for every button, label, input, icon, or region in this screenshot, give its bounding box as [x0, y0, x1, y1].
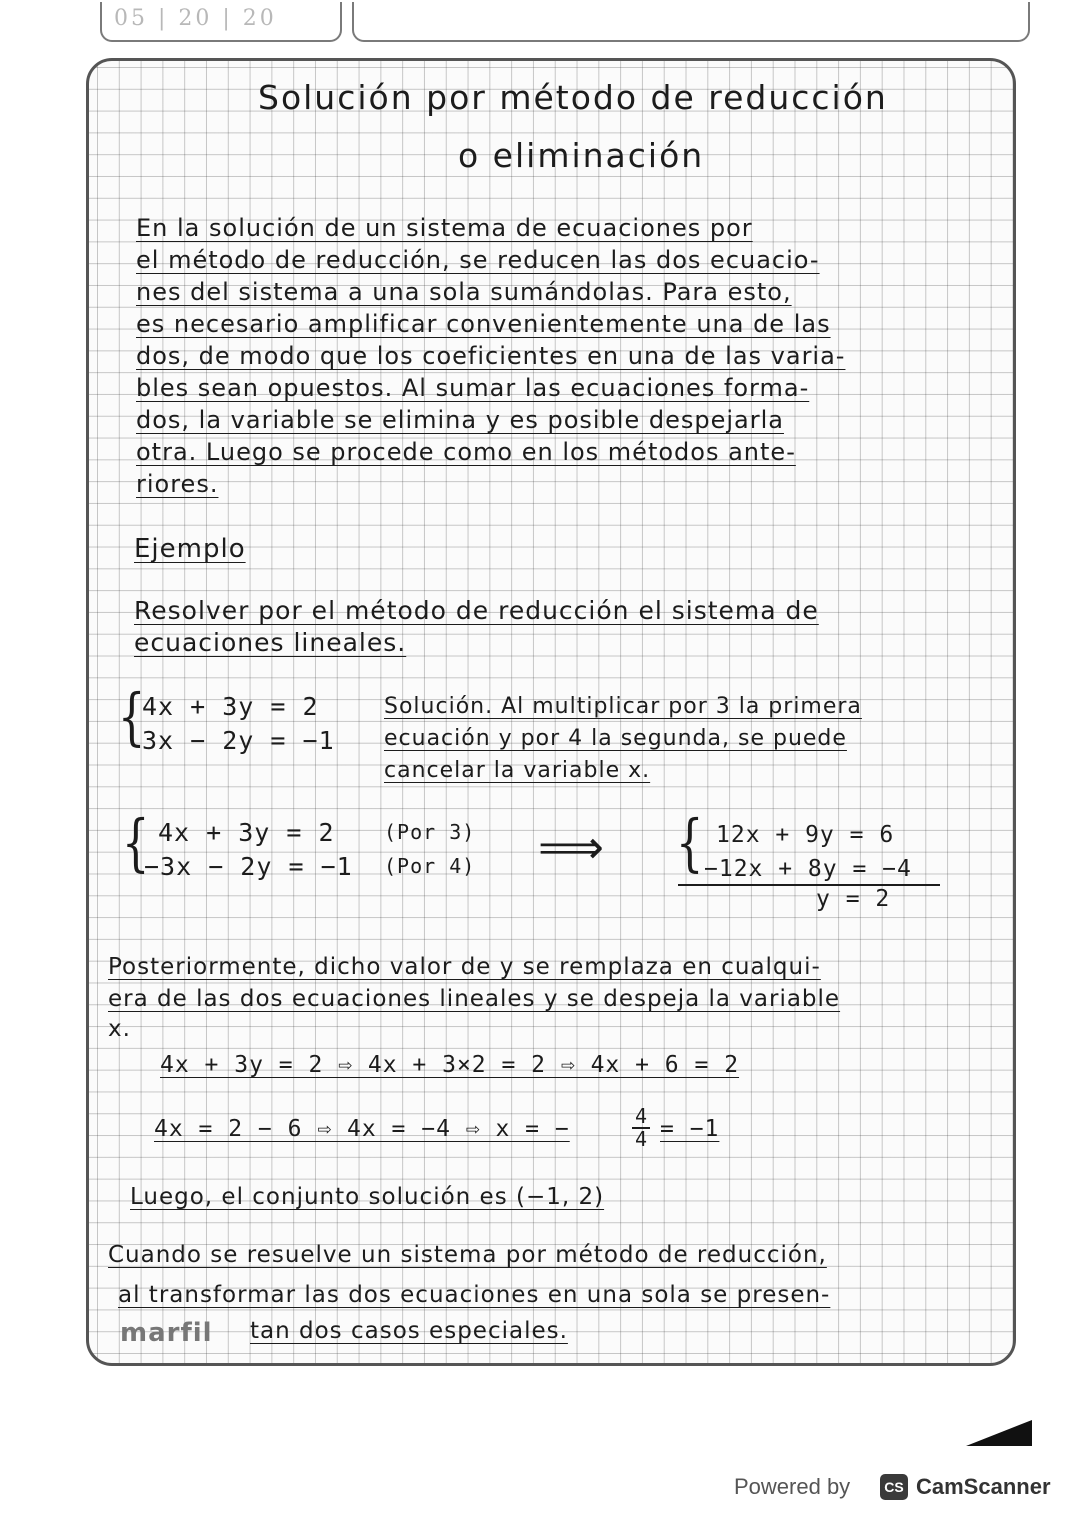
intro-line: es necesario amplificar convenientemente una de las — [136, 310, 831, 338]
intro-line: dos, de modo que los coeficientes en una de las varia- — [136, 342, 846, 370]
fraction-numerator: 4 — [632, 1106, 650, 1129]
sum-line — [678, 884, 940, 886]
factor-label: (Por 3) — [384, 820, 476, 844]
date-text: 05 | 20 | 20 — [114, 6, 277, 31]
multiplied-equation-2: −3x − 2y = −1 — [144, 852, 353, 881]
solve-step: 4x = 2 − 6 ⇨ 4x = −4 ⇨ x = − — [154, 1116, 570, 1142]
title-box — [352, 2, 1030, 42]
scaled-equation-1: 12x + 9y = 6 — [716, 822, 895, 848]
solution-line: cancelar la variable x. — [384, 758, 651, 783]
intro-line: otra. Luego se procede como en los métodos ante- — [136, 438, 796, 466]
scaled-equation-2: −12x + 8y = −4 — [704, 856, 912, 882]
substitution-step: 4x + 3y = 2 ⇨ 4x + 3×2 = 2 ⇨ 4x + 6 = 2 — [160, 1052, 740, 1078]
closing-line: al transformar las dos ecuaciones en una sola se presen- — [118, 1282, 831, 1308]
followup-line: Posteriormente, dicho valor de y se remplaza en cualqui- — [108, 954, 821, 980]
result-brace: { — [675, 806, 704, 879]
solution-line: ecuación y por 4 la segunda, se puede — [384, 726, 847, 751]
fraction — [632, 1106, 650, 1150]
system-equation-1: 4x + 3y = 2 — [142, 692, 319, 721]
intro-line: bles sean opuestos. Al sumar las ecuaciones forma- — [136, 374, 810, 402]
page-corner — [966, 1420, 1032, 1446]
page-title-line1: Solución por método de reducción — [258, 78, 888, 117]
example-prompt-line: ecuaciones lineales. — [134, 628, 407, 657]
multiplied-brace: { — [121, 806, 150, 879]
intro-line: nes del sistema a una sola sumándolas. Para esto, — [136, 278, 792, 306]
solution-line: Solución. Al multiplicar por 3 la primera — [384, 694, 862, 719]
example-heading: Ejemplo — [134, 534, 246, 564]
date-box — [100, 2, 342, 42]
system-equation-2: 3x − 2y = −1 — [142, 726, 335, 755]
solve-result: = −1 — [660, 1116, 720, 1142]
double-arrow-icon: ⟹ — [538, 820, 604, 874]
intro-line: En la solución de un sistema de ecuaciones por — [136, 214, 753, 242]
result-y: y = 2 — [816, 886, 891, 912]
intro-line: dos, la variable se elimina y es posible despejarla — [136, 406, 784, 434]
page-title-line2: o eliminación — [458, 136, 705, 175]
powered-by-text: Powered by — [734, 1474, 851, 1499]
system-brace: { — [117, 680, 146, 753]
brand-watermark: marfil — [120, 1318, 213, 1348]
multiplied-equation-1: 4x + 3y = 2 — [158, 818, 335, 847]
example-prompt-line: Resolver por el método de reducción el sistema de — [134, 596, 819, 625]
followup-line: x. — [108, 1016, 131, 1042]
camscanner-logo-icon: CS — [880, 1474, 908, 1500]
followup-line: era de las dos ecuaciones lineales y se despeja la variable — [108, 986, 841, 1012]
factor-label: (Por 4) — [384, 854, 476, 878]
closing-line: tan dos casos especiales. — [250, 1318, 568, 1344]
camscanner-name: CamScanner — [916, 1474, 1051, 1499]
intro-line: riores. — [136, 470, 219, 498]
intro-line: el método de reducción, se reducen las dos ecuacio- — [136, 246, 820, 274]
closing-line: Cuando se resuelve un sistema por método de reducción, — [108, 1242, 827, 1268]
solution-set: Luego, el conjunto solución es (−1, 2) — [130, 1184, 605, 1210]
fraction-denominator: 4 — [635, 1127, 648, 1151]
